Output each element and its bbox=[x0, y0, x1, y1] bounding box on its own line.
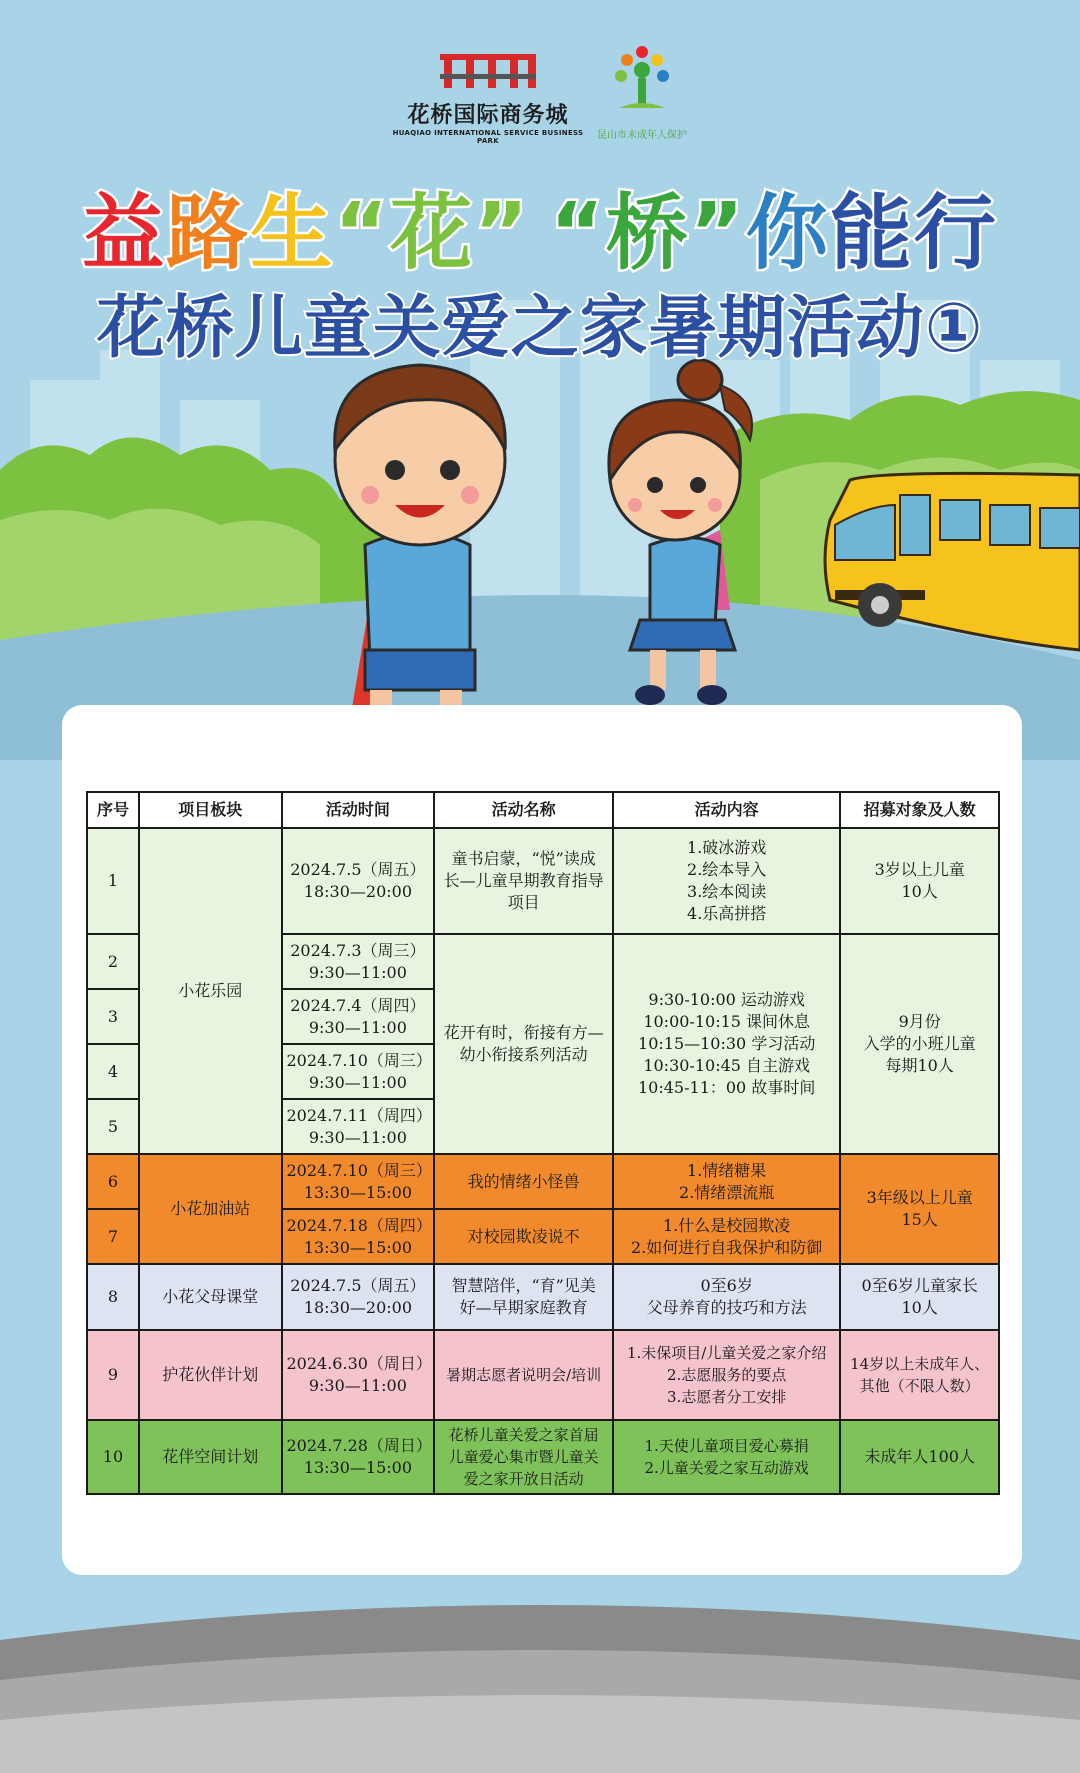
header-name: 活动名称 bbox=[434, 792, 613, 828]
cell-no: 1 bbox=[87, 828, 139, 934]
cell-time bbox=[282, 1099, 435, 1154]
time-range: 9:30—11:00 bbox=[308, 1017, 407, 1037]
time-range: 9:30—11:00 bbox=[308, 1072, 407, 1092]
huaqiao-logo-en: HUAQIAO INTERNATIONAL SERVICE BUSINESS PARK bbox=[392, 129, 584, 145]
cell-content bbox=[613, 1330, 840, 1420]
target-line: 3年级以上儿童 bbox=[866, 1188, 973, 1207]
title-char-5: “桥” bbox=[550, 186, 746, 281]
huaqiao-logo bbox=[388, 50, 588, 145]
title-char-1: 益 bbox=[82, 186, 167, 281]
target-line: 10人 bbox=[901, 1298, 938, 1317]
name-line: 爱之家开放日活动 bbox=[463, 1470, 584, 1488]
cell-content bbox=[613, 1154, 840, 1209]
target-line: 3岁以上儿童 bbox=[874, 860, 965, 879]
name-line: 好—早期家庭教育 bbox=[459, 1298, 588, 1317]
table-row bbox=[87, 828, 999, 934]
name-line: 幼小衔接系列活动 bbox=[459, 1045, 588, 1064]
time-date: 2024.7.10（周三） bbox=[286, 1160, 432, 1180]
cell-content bbox=[613, 1264, 840, 1330]
time-date: 2024.7.4（周四） bbox=[290, 995, 426, 1015]
time-range: 13:30—15:00 bbox=[303, 1182, 412, 1202]
content-line: 4.乐高拼搭 bbox=[687, 904, 767, 923]
cell-name bbox=[434, 1264, 613, 1330]
content-line: 0至6岁 bbox=[700, 1276, 753, 1295]
cell-name: 对校园欺凌说不 bbox=[434, 1209, 613, 1264]
main-title bbox=[0, 168, 1080, 285]
name-line: 项目 bbox=[507, 893, 540, 912]
cell-time bbox=[282, 1420, 435, 1494]
table-row bbox=[87, 1154, 999, 1209]
target-line: 其他（不限人数） bbox=[859, 1377, 980, 1395]
cell-time bbox=[282, 1044, 435, 1099]
target-line: 14岁以上未成年人、 bbox=[850, 1355, 990, 1373]
time-date: 2024.7.5（周五） bbox=[290, 1276, 426, 1295]
content-line: 9:30-10:00 运动游戏 bbox=[648, 990, 805, 1009]
header-section: 项目板块 bbox=[139, 792, 282, 828]
content-line: 10:00-10:15 课间休息 bbox=[643, 1012, 811, 1031]
name-line: 花开有时，衔接有方— bbox=[443, 1023, 604, 1042]
cell-no: 4 bbox=[87, 1044, 139, 1099]
cell-no: 10 bbox=[87, 1420, 139, 1494]
content-line: 1.什么是校园欺凌 bbox=[663, 1215, 791, 1235]
name-line: 童书启蒙，“悦”读成 bbox=[451, 849, 596, 868]
cell-section-xiaohua-leyuan: 小花乐园 bbox=[139, 828, 282, 1154]
cell-no: 5 bbox=[87, 1099, 139, 1154]
content-line: 10:45-11：00 故事时间 bbox=[638, 1078, 816, 1097]
cell-content bbox=[613, 1420, 840, 1494]
title-char-3: 生 bbox=[250, 186, 335, 281]
cell-time bbox=[282, 1330, 435, 1420]
title-char-4: “花” bbox=[334, 186, 530, 281]
title-char-7: 能 bbox=[829, 186, 914, 281]
cell-time bbox=[282, 1264, 435, 1330]
cell-no: 6 bbox=[87, 1154, 139, 1209]
subtitle: 花桥儿童关爱之家暑期活动① bbox=[96, 289, 984, 368]
title-char-6: 你 bbox=[745, 186, 830, 281]
table-row bbox=[87, 1330, 999, 1420]
huaqiao-emblem-icon bbox=[440, 50, 536, 90]
content-line: 1.破冰游戏 bbox=[687, 838, 767, 857]
cell-name bbox=[434, 934, 613, 1154]
cell-time bbox=[282, 828, 435, 934]
target-line: 每期10人 bbox=[885, 1056, 954, 1075]
cell-no: 3 bbox=[87, 989, 139, 1044]
target-line: 0至6岁儿童家长 bbox=[861, 1276, 978, 1295]
header-no: 序号 bbox=[87, 792, 139, 828]
cell-content bbox=[613, 934, 840, 1154]
time-range: 18:30—20:00 bbox=[303, 882, 412, 901]
schedule-table bbox=[86, 791, 1000, 1495]
cell-section-jiayouzhan: 小花加油站 bbox=[139, 1154, 282, 1264]
name-line: 花桥儿童关爱之家首届 bbox=[448, 1426, 599, 1444]
cell-no: 9 bbox=[87, 1330, 139, 1420]
cell-target bbox=[840, 1264, 999, 1330]
cell-target: 未成年人100人 bbox=[840, 1420, 999, 1494]
cell-no: 7 bbox=[87, 1209, 139, 1264]
cell-time bbox=[282, 1154, 435, 1209]
time-date: 2024.6.30（周日） bbox=[286, 1354, 432, 1373]
time-date: 2024.7.5（周五） bbox=[290, 860, 426, 879]
content-line: 2.情绪漂流瓶 bbox=[679, 1182, 775, 1202]
cell-name bbox=[434, 828, 613, 934]
cell-target bbox=[840, 934, 999, 1154]
cell-no: 2 bbox=[87, 934, 139, 989]
time-date: 2024.7.28（周日） bbox=[286, 1436, 432, 1455]
target-line: 10人 bbox=[901, 882, 938, 901]
huaqiao-logo-cn: 花桥国际商务城 bbox=[407, 102, 569, 128]
content-line: 10:30-10:45 自主游戏 bbox=[643, 1056, 811, 1075]
content-line: 2.儿童关爱之家互动游戏 bbox=[644, 1459, 809, 1477]
time-range: 13:30—15:00 bbox=[303, 1237, 412, 1257]
cell-target bbox=[840, 828, 999, 934]
time-range: 9:30—11:00 bbox=[308, 962, 407, 982]
time-date: 2024.7.11（周四） bbox=[286, 1105, 432, 1125]
time-date: 2024.7.10（周三） bbox=[286, 1050, 432, 1070]
cell-section-huhua-huoban: 护花伙伴计划 bbox=[139, 1330, 282, 1420]
target-line: 入学的小班儿童 bbox=[863, 1034, 976, 1053]
time-range: 18:30—20:00 bbox=[303, 1298, 412, 1317]
cell-content bbox=[613, 1209, 840, 1264]
table-row bbox=[87, 1264, 999, 1330]
time-date: 2024.7.3（周三） bbox=[290, 940, 426, 960]
target-line: 9月份 bbox=[898, 1012, 941, 1031]
title-char-8: 行 bbox=[913, 186, 998, 281]
content-line: 1.未保项目/儿童关爱之家介绍 bbox=[626, 1344, 827, 1362]
title-char-2: 路 bbox=[166, 186, 251, 281]
logo-bar bbox=[0, 40, 1080, 150]
time-range: 9:30—11:00 bbox=[308, 1376, 407, 1395]
table-header-row bbox=[87, 792, 999, 828]
cell-content bbox=[613, 828, 840, 934]
header-time: 活动时间 bbox=[282, 792, 435, 828]
cell-section-fumu-ketang: 小花父母课堂 bbox=[139, 1264, 282, 1330]
header-content: 活动内容 bbox=[613, 792, 840, 828]
cell-time bbox=[282, 989, 435, 1044]
ground-arc bbox=[0, 1600, 1080, 1773]
content-line: 1.天使儿童项目爱心募捐 bbox=[644, 1437, 809, 1455]
content-line: 父母养育的技巧和方法 bbox=[646, 1298, 807, 1317]
cell-section-huaban-kongjian: 花伴空间计划 bbox=[139, 1420, 282, 1494]
content-line: 2.绘本导入 bbox=[687, 860, 767, 879]
time-range: 9:30—11:00 bbox=[308, 1127, 407, 1147]
cell-time bbox=[282, 934, 435, 989]
cell-name bbox=[434, 1420, 613, 1494]
table-row bbox=[87, 1420, 999, 1494]
time-date: 2024.7.18（周四） bbox=[286, 1215, 432, 1235]
time-range: 13:30—15:00 bbox=[303, 1458, 412, 1477]
cell-time bbox=[282, 1209, 435, 1264]
cell-target bbox=[840, 1330, 999, 1420]
cell-name: 我的情绪小怪兽 bbox=[434, 1154, 613, 1209]
cell-no: 8 bbox=[87, 1264, 139, 1330]
content-line: 3.绘本阅读 bbox=[687, 882, 767, 901]
protect-logo-cn: 昆山市未成年人保护 bbox=[597, 130, 687, 141]
name-line: 长—儿童早期教育指导 bbox=[443, 871, 604, 890]
cell-target bbox=[840, 1154, 999, 1264]
name-line: 智慧陪伴，“育”见美 bbox=[451, 1276, 596, 1295]
protect-logo bbox=[592, 40, 692, 141]
target-line: 15人 bbox=[901, 1210, 938, 1229]
content-line: 1.情绪糖果 bbox=[687, 1160, 767, 1180]
content-line: 2.志愿服务的要点 bbox=[667, 1366, 787, 1384]
protection-tree-icon bbox=[607, 40, 677, 120]
name-line: 儿童爱心集市暨儿童关 bbox=[448, 1448, 599, 1466]
content-line: 3.志愿者分工安排 bbox=[667, 1388, 787, 1406]
header-target: 招募对象及人数 bbox=[840, 792, 999, 828]
content-line: 10:15—10:30 学习活动 bbox=[638, 1034, 816, 1053]
cell-name: 暑期志愿者说明会/培训 bbox=[434, 1330, 613, 1420]
content-line: 2.如何进行自我保护和防御 bbox=[631, 1237, 823, 1257]
